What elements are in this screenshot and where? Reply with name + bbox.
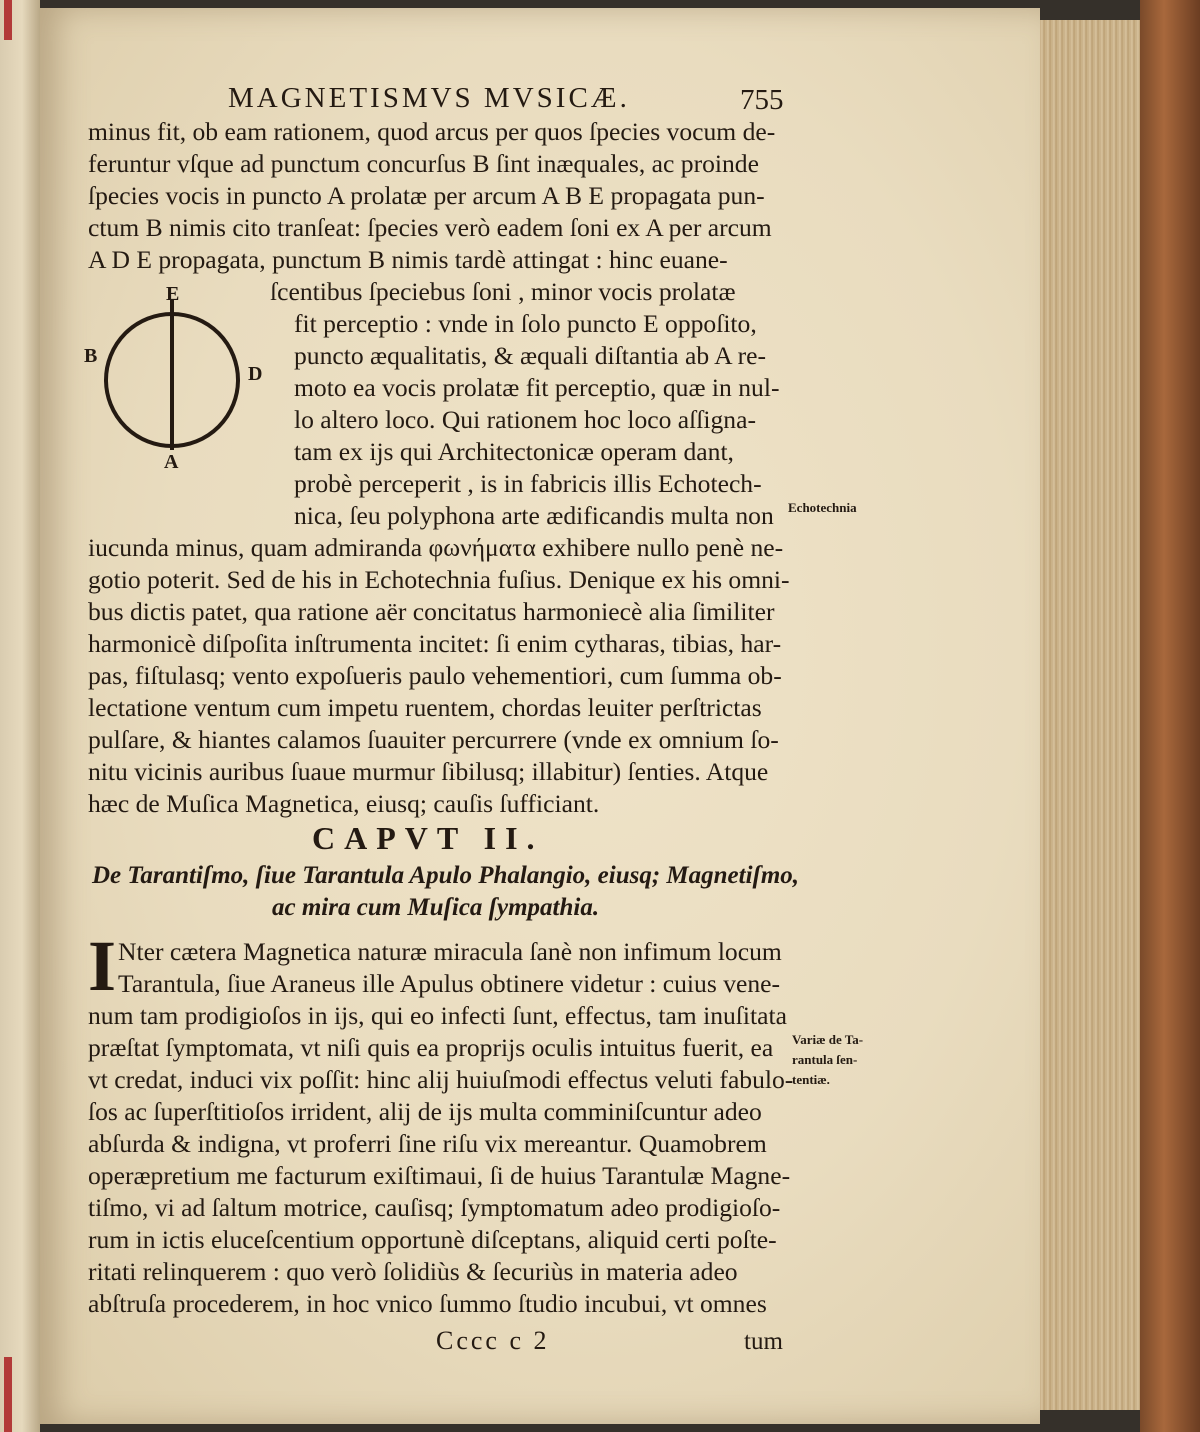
text-line: vt credat, induci vix poſſit: hinc alij huiuſmodi effectus veluti fabulo- — [88, 1065, 794, 1094]
text-line: feruntur vſque ad punctum concurſus B ſint inæquales, ac proinde — [88, 149, 759, 178]
text-line: ritati relinquerem : quo verò ſolidiùs & ſecuriùs in materia adeo — [88, 1257, 738, 1286]
marginal-note-variae-2: rantula ſen- — [792, 1052, 858, 1067]
text-line: pulſare, & hiantes calamos ſuauiter percurrere (vnde ex omnium ſo- — [88, 725, 779, 754]
text-line: abſurda & indigna, vt proferri ſine riſu vix mereantur. Quamobrem — [88, 1129, 767, 1158]
text-line: ſcentibus ſpeciebus ſoni , minor vocis prolatæ — [270, 277, 736, 306]
chapter-heading: CAPVT II. — [312, 820, 544, 856]
text-line: ſpecies vocis in puncto A prolatæ per arcum A B E propagata pun- — [88, 181, 765, 210]
text-line: præſtat ſymptomata, vt niſi quis ea proprijs oculis intuitus fuerit, ea — [88, 1033, 774, 1062]
text-line: hæc de Muſica Magnetica, eiusq; cauſis ſufficiant. — [88, 789, 600, 818]
text-line: rum in ictis eluceſcentium opportunè diſceptans, aliquid certi poſte- — [88, 1225, 777, 1254]
text-line: num tam prodigioſos in ijs, qui eo infecti ſunt, effectus, tam inuſitata — [88, 1001, 787, 1030]
text-line: harmonicè diſpoſita inſtrumenta incitet: ſi enim cytharas, tibias, har- — [88, 629, 782, 658]
text-line: A D E propagata, punctum B nimis tardè attingat : hinc euane- — [88, 245, 728, 274]
running-head: MAGNETISMVS MVSICÆ. — [228, 82, 630, 114]
text-line: fit perceptio : vnde in ſolo puncto E oppoſito, — [294, 309, 757, 338]
text-line: abſtruſa procederem, in hoc vnico ſummo ſtudio incubui, vt omnes — [88, 1289, 767, 1318]
ribbon-marker-bottom — [4, 1357, 12, 1432]
text-line: minus fit, ob eam rationem, quod arcus per quos ſpecies vocum de- — [88, 117, 776, 146]
diagram-label-e: E — [166, 283, 180, 305]
text-line: nica, ſeu polyphona arte ædificandis multa non — [294, 501, 774, 530]
text-line: ſos ac ſuperſtitioſos irrident, alij de ijs multa comminiſcuntur adeo — [88, 1097, 762, 1126]
signature-mark: Cccc c 2 — [436, 1326, 550, 1355]
text-line: lectatione ventum cum impetu ruentem, chordas leuiter perſtrictas — [88, 693, 762, 722]
text-line: tiſmo, vi ad ſaltum motrice, cauſisq; ſymptomatum adeo prodigioſo- — [88, 1193, 781, 1222]
circle-diagram — [80, 280, 280, 480]
text-line: Tarantula, ſiue Araneus ille Apulus obtinere videtur : cuius vene- — [118, 969, 781, 998]
diagram-label-a: A — [164, 451, 179, 473]
text-line: operæpretium me facturum exiſtimaui, ſi de huius Tarantulæ Magne- — [88, 1161, 791, 1190]
marginal-note-variae-1: Variæ de Ta- — [792, 1032, 864, 1047]
text-line: bus dictis patet, qua ratione aër concitatus harmoniecè alia ſimiliter — [88, 597, 775, 626]
text-line: nitu vicinis auribus ſuaue murmur ſibilusq; illabitur) ſenties. Atque — [88, 757, 769, 786]
text-line: ctum B nimis cito tranſeat: ſpecies verò eadem ſoni ex A per arcum — [88, 213, 772, 242]
page-block-edges — [1040, 20, 1144, 1410]
text-line: puncto æqualitatis, & æquali diſtantia ab A re- — [294, 341, 766, 370]
book-cover-edge — [1140, 0, 1200, 1432]
text-line: gotio poterit. Sed de his in Echotechnia fuſius. Denique ex his omni- — [88, 565, 790, 594]
diagram-label-d: D — [248, 363, 263, 385]
page-number: 755 — [740, 84, 784, 116]
text-line: probè perceperit , is in fabricis illis Echotech- — [294, 469, 762, 498]
facing-page-edge — [0, 0, 40, 1432]
chapter-subtitle-line2: ac mira cum Muſica ſympathia. — [272, 894, 600, 921]
chapter-subtitle-line1: De Tarantiſmo, ſiue Tarantula Apulo Phalangio, eiusq; Magnetiſmo, — [92, 862, 800, 889]
ribbon-marker-top — [4, 0, 12, 40]
text-line: Nter cætera Magnetica naturæ miracula ſanè non infimum locum — [118, 937, 782, 966]
marginal-note-variae-3: tentiæ. — [792, 1072, 830, 1087]
drop-cap-initial: I — [88, 926, 117, 1006]
text-line: iucunda minus, quam admiranda φωνήματα exhibere nullo penè ne- — [88, 533, 784, 562]
marginal-note-echotechnia: Echotechnia — [788, 500, 857, 515]
text-line: moto ea vocis prolatæ fit perceptio, quæ in nul- — [294, 373, 780, 402]
catchword: tum — [744, 1328, 783, 1355]
text-line: pas, fiſtulasq; vento expoſueris paulo vehementiori, cum ſumma ob- — [88, 661, 782, 690]
diagram-label-b: B — [84, 345, 98, 367]
text-line: tam ex ijs qui Architectonicæ operam dant, — [294, 437, 734, 466]
text-line: lo altero loco. Qui rationem hoc loco aſſigna- — [294, 405, 756, 434]
